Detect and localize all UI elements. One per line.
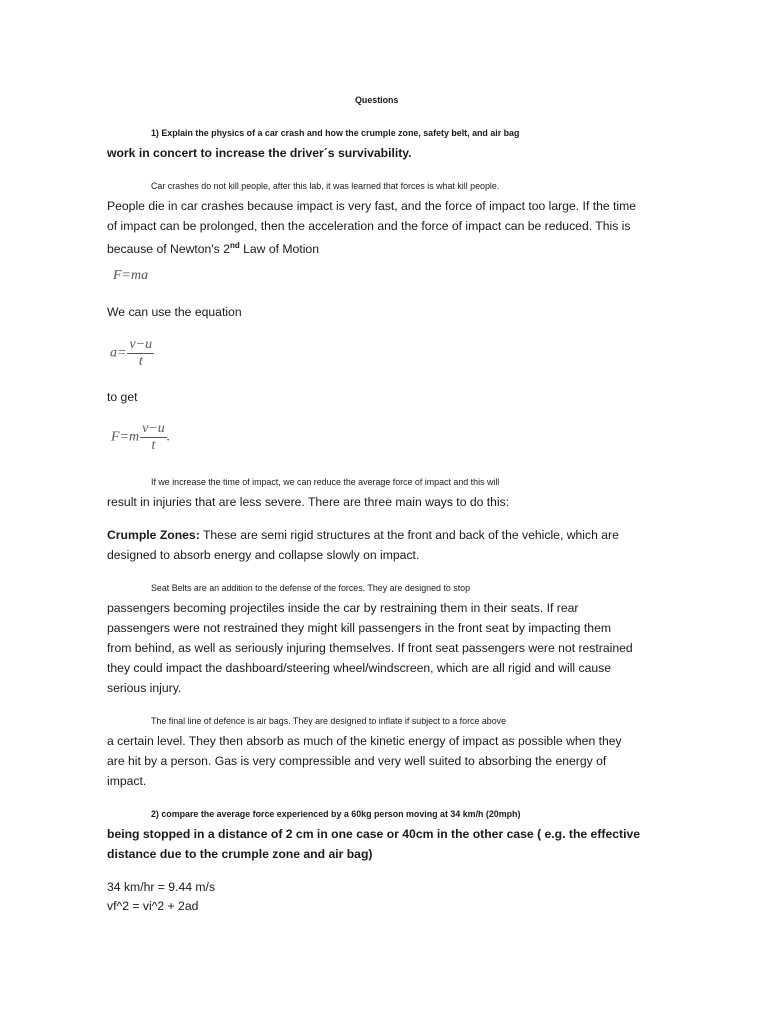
seat-belts-line-4: from behind, as well as seriously injuring themselves. If front seat passengers were not restrained [107, 641, 633, 655]
use-equation-text: We can use the equation [107, 305, 242, 319]
calculation-line-2: vf^2 = vi^2 + 2ad [107, 899, 199, 913]
paragraph-1-line-4 [107, 236, 659, 259]
crumple-zones-line-1 [107, 525, 659, 545]
paragraph-1-line-1: Car crashes do not kill people, after this lab, it was learned that forces is what kill people. [151, 181, 500, 191]
paragraph-1-line-3: of impact can be prolonged, then the acceleration and the force of impact can be reduced. This is [107, 219, 631, 233]
seat-belts-line-1: Seat Belts are an addition to the defense of the forces. They are designed to stop [151, 583, 471, 593]
newton-text-suffix: Law of Motion [239, 242, 319, 256]
seat-belts-line-2: passengers becoming projectiles inside the car by restraining them in their seats. If rear [107, 601, 579, 615]
seat-belts-line-3: passengers were not restrained they might kill passengers in the front seat by impacting them [107, 621, 612, 635]
air-bags-line-4: impact. [107, 774, 147, 788]
equation-force-numerator: v−u [142, 421, 165, 436]
question-2-line-2: being stopped in a distance of 2 cm in one case or 40cm in the other case ( e.g. the effective [107, 827, 641, 841]
paragraph-1-line-2: People die in car crashes because impact is very fast, and the force of impact too large. If the time [107, 199, 637, 213]
equation-acceleration-lhs: a= [110, 345, 127, 361]
question-2-line-1: 2) compare the average force experienced by a 60kg person moving at 34 km/h (20mph) [151, 809, 521, 819]
question-2-line-3: distance due to the crumple zone and air bag) [107, 847, 373, 861]
question-1-line-2: work in concert to increase the driver´s survivability. [107, 146, 412, 160]
question-1-line-1: 1) Explain the physics of a car crash and how the crumple zone, safety belt, and air bag [151, 128, 520, 138]
equation-acceleration [110, 337, 154, 370]
equation-force [111, 421, 170, 454]
crumple-zones-line-2: designed to absorb energy and collapse slowly on impact. [107, 548, 420, 562]
paragraph-2-line-1: If we increase the time of impact, we can reduce the average force of impact and this will [151, 477, 500, 487]
air-bags-line-1: The final line of defence is air bags. They are designed to inflate if subject to a force above [151, 716, 507, 726]
air-bags-line-2: a certain level. They then absorb as much of the kinetic energy of impact as possible when they [107, 734, 622, 748]
equation-force-fraction [140, 421, 167, 454]
calculation-line-1: 34 km/hr = 9.44 m/s [107, 880, 216, 894]
to-get-text: to get [107, 390, 138, 404]
equation-force-period: . [166, 429, 171, 445]
equation-f-ma: F=ma [113, 268, 149, 283]
seat-belts-line-6: serious injury. [107, 681, 182, 695]
crumple-zones-text: These are semi rigid structures at the front and back of the vehicle, which are [199, 528, 619, 542]
seat-belts-line-5: they could impact the dashboard/steering wheel/windscreen, which are all rigid and will cause [107, 661, 612, 675]
equation-force-lhs: F=m [111, 429, 140, 445]
ordinal-superscript: nd [229, 241, 240, 250]
paragraph-2-line-2: result in injuries that are less severe. There are three main ways to do this: [107, 495, 510, 509]
air-bags-line-3: are hit by a person. Gas is very compressible and very well suited to absorbing the energy of [107, 754, 607, 768]
equation-acceleration-denominator: t [138, 354, 143, 369]
crumple-zones-label: Crumple Zones: [107, 528, 200, 542]
page-title: Questions [355, 95, 399, 105]
equation-acceleration-fraction [127, 337, 154, 370]
equation-acceleration-numerator: v−u [129, 337, 153, 352]
newton-text-prefix: because of Newton's 2 [107, 242, 230, 256]
equation-force-denominator: t [151, 438, 156, 453]
